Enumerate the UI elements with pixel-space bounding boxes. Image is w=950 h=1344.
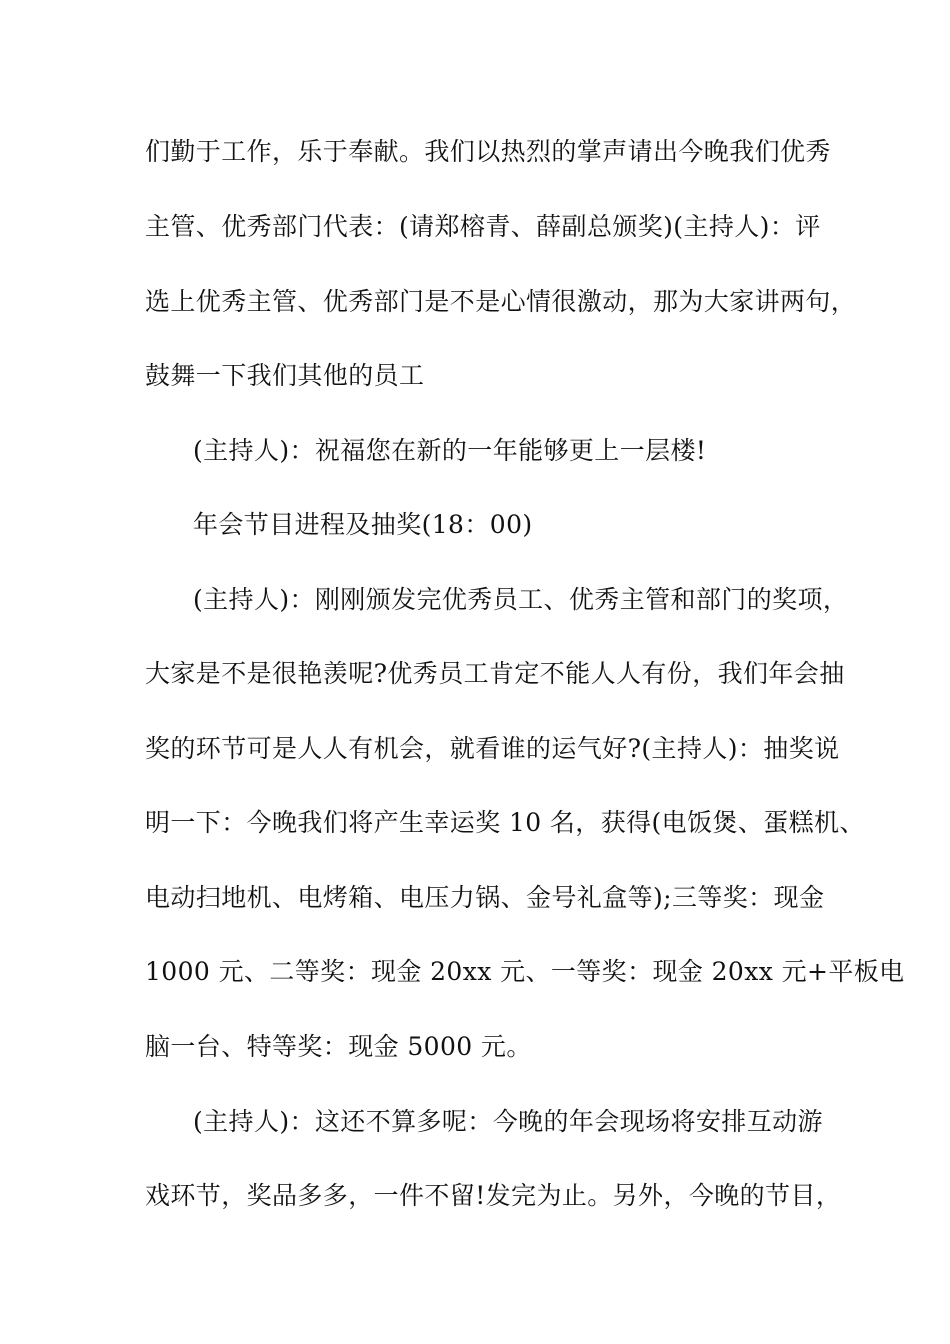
text-line: 脑一台、特等奖：现金 5000 元。	[145, 1032, 532, 1061]
text-line: (主持人)：祝福您在新的一年能够更上一层楼!	[193, 436, 707, 465]
text-line: 电动扫地机、电烤箱、电压力锅、金号礼盒等);三等奖：现金	[145, 883, 825, 912]
text-line: 大家是不是很艳羡呢?优秀员工肯定不能人人有份，我们年会抽	[145, 659, 845, 688]
text-line: (主持人)：这还不算多呢：今晚的年会现场将安排互动游	[193, 1107, 823, 1136]
text-line: 明一下：今晚我们将产生幸运奖 10 名，获得(电饭煲、蛋糕机、	[145, 808, 865, 837]
text-line: 鼓舞一下我们其他的员工	[145, 361, 425, 390]
text-line: 戏环节，奖品多多，一件不留!发完为止。另外，今晚的节目，	[145, 1181, 842, 1210]
text-line: (主持人)：刚刚颁发完优秀员工、优秀主管和部门的奖项，	[193, 585, 849, 614]
text-line: 们勤于工作，乐于奉献。我们以热烈的掌声请出今晚我们优秀	[145, 137, 831, 166]
text-line: 主管、优秀部门代表：(请郑榕青、薛副总颁奖)(主持人)：评	[145, 212, 821, 241]
text-line: 奖的环节可是人人有机会，就看谁的运气好?(主持人)：抽奖说	[145, 734, 840, 763]
text-line: 1000 元、二等奖：现金 20xx 元、一等奖：现金 20xx 元+平板电	[145, 957, 905, 986]
section-heading: 年会节目进程及抽奖(18：00)	[193, 510, 533, 539]
text-line: 选上优秀主管、优秀部门是不是心情很激动，那为大家讲两句，	[145, 287, 857, 316]
